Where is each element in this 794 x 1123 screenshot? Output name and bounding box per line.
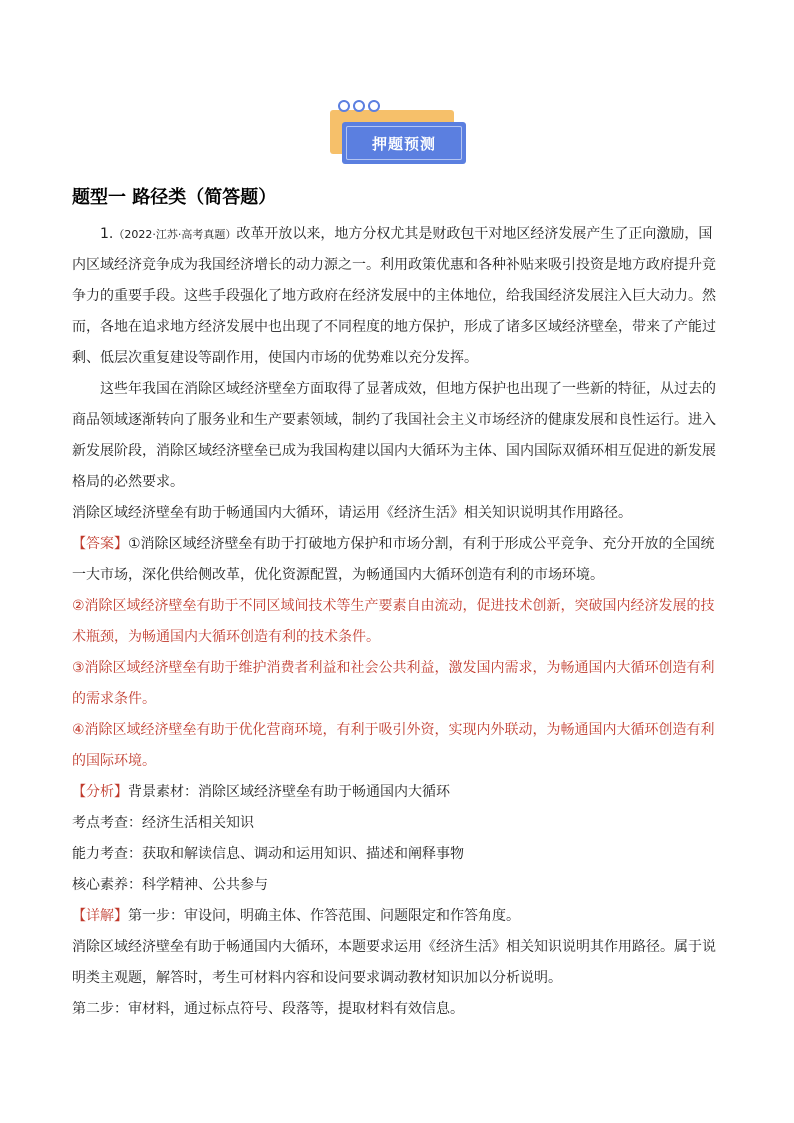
- ring-icon: [338, 100, 350, 112]
- question-number: 1: [100, 226, 109, 242]
- question-source: （2022·江苏·高考真题）: [113, 228, 237, 241]
- question-paragraph-2: 这些年我国在消除区域经济壁垒方面取得了显著成效，但地方保护也出现了一些新的特征，从过去的商品领域逐渐转向了服务业和生产要素领域，制约了我国社会主义市场经济的健康发展和良性运行。进入新发展阶段，消除区域经济壁垒已成为我国构建以国内大循环为主体、国内国际双循环相互促进的新发展格局的必然要求。: [72, 381, 716, 490]
- question-content: [72, 219, 722, 1025]
- detail-tag: 【详解】: [72, 908, 128, 924]
- question-prompt: 消除区域经济壁垒有助于畅通国内大循环，请运用《经济生活》相关知识说明其作用路径。: [72, 505, 632, 521]
- badge-label: 押题预测: [346, 126, 462, 160]
- badge-front-shape: [342, 122, 466, 164]
- answer-tag: 【答案】: [72, 536, 128, 552]
- detail-step-1-body: 消除区域经济壁垒有助于畅通国内大循环，本题要求运用《经济生活》相关知识说明其作用路径。属于说明类主观题，解答时，考生可材料内容和设问要求调动教材知识加以分析说明。: [72, 939, 716, 986]
- analysis-ability: 能力考查：获取和解读信息、调动和运用知识、描述和阐释事物: [72, 846, 464, 862]
- answer-point-3: ③消除区域经济壁垒有助于维护消费者利益和社会公共利益，激发国内需求，为畅通国内大循环创造有利的需求条件。: [72, 660, 715, 707]
- answer-point-2: ②消除区域经济壁垒有助于不同区域间技术等生产要素自由流动，促进技术创新，突破国内经济发展的技术瓶颈，为畅通国内大循环创造有利的技术条件。: [72, 598, 715, 645]
- badge-rings: [338, 100, 380, 112]
- ring-icon: [353, 100, 365, 112]
- section-badge: [330, 100, 470, 170]
- question-paragraph-1: 1.（2022·江苏·高考真题）改革开放以来，地方分权尤其是财政包干对地区经济发展产生了正向激励，国内区域经济竞争成为我国经济增长的动力源之一。利用政策优惠和各种补贴来吸引投资是地方政府提升竞争力的重要手段。这些手段强化了地方政府在经济发展中的主体地位，给我国经济发展注入巨大动力。然而，各地在追求地方经济发展中也出现了不同程度的地方保护，形成了诸多区域经济壁垒，带来了产能过剩、低层次重复建设等副作用，使国内市场的优势难以充分发挥。: [72, 226, 716, 366]
- analysis-literacy: 核心素养：科学精神、公共参与: [72, 877, 268, 893]
- section-title: 题型一 路径类（简答题）: [72, 187, 277, 208]
- detail-step-2: 第二步：审材料，通过标点符号、段落等，提取材料有效信息。: [72, 1001, 464, 1017]
- analysis-tag: 【分析】: [72, 784, 128, 800]
- analysis-background-text: 背景素材：消除区域经济壁垒有助于畅通国内大循环: [128, 784, 450, 800]
- ring-icon: [368, 100, 380, 112]
- detail-step-1-text: 第一步：审设问，明确主体、作答范围、问题限定和作答角度。: [128, 908, 520, 924]
- answer-point-1: [72, 529, 722, 591]
- detail-step-1: [72, 901, 722, 932]
- analysis-background: [72, 777, 722, 808]
- answer-point-4: ④消除区域经济壁垒有助于优化营商环境，有利于吸引外资，实现内外联动，为畅通国内大循环创造有利的国际环境。: [72, 722, 715, 769]
- question-para1-text: 改革开放以来，地方分权尤其是财政包干对地区经济发展产生了正向激励，国内区域经济竞争成为我国经济增长的动力源之一。利用政策优惠和各种补贴来吸引投资是地方政府提升竞争力的重要手段。这些手段强化了地方政府在经济发展中的主体地位，给我国经济发展注入巨大动力。然而，各地在追求地方经济发展中也出现了不同程度的地方保护，形成了诸多区域经济壁垒，带来了产能过剩、低层次重复建设等副作用，使国内市场的优势难以充分发挥。: [72, 226, 716, 366]
- analysis-knowledge: 考点考查：经济生活相关知识: [72, 815, 254, 831]
- answer-point-1-text: ①消除区域经济壁垒有助于打破地方保护和市场分割，有利于形成公平竞争、充分开放的全国统一大市场，深化供给侧改革，优化资源配置，为畅通国内大循环创造有利的市场环境。: [72, 536, 715, 583]
